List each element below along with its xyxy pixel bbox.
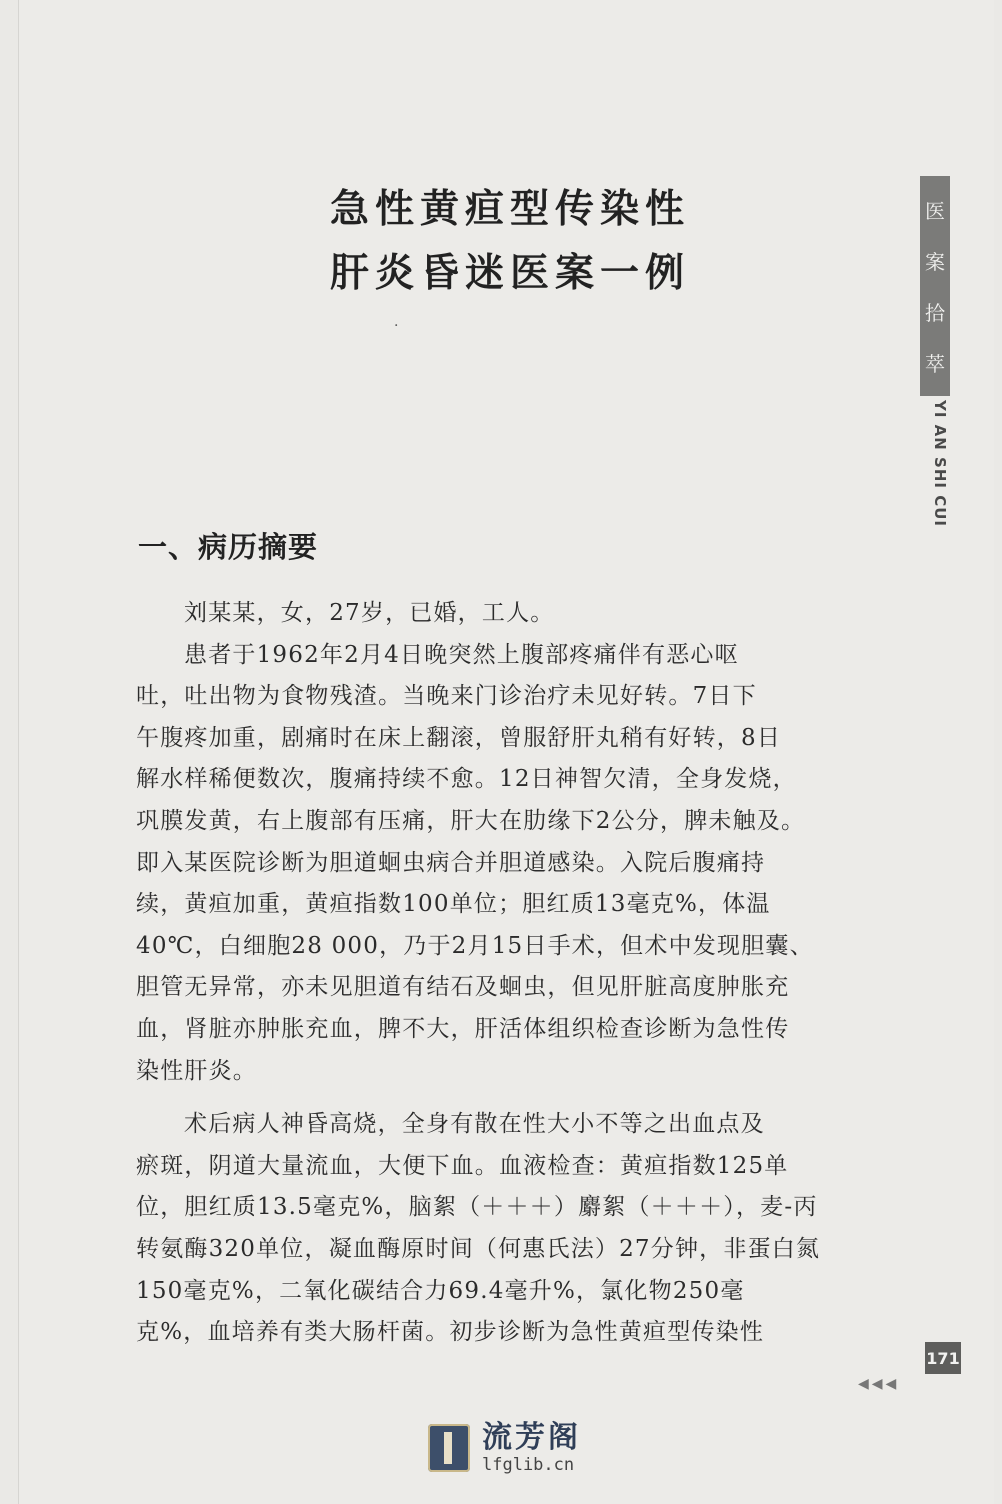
title-line-2: 肝炎昏迷医案一例 (329, 251, 690, 296)
paragraph-gap (136, 1092, 856, 1104)
page-number: 171 (925, 1342, 961, 1374)
body-line: 患者于1962年2月4日晚突然上腹部疼痛伴有恶心呕 (184, 641, 739, 668)
watermark-url: lfglib.cn (482, 1454, 575, 1475)
body-line: 午腹疼加重，剧痛时在床上翻滚，曾服舒肝丸稍有好转，8日 (136, 724, 782, 751)
stray-mark: · (394, 318, 399, 334)
body-line: 瘀斑，阴道大量流血，大便下血。血液检查：黄疸指数125单 (136, 1152, 789, 1179)
section-heading: 一、病历摘要 (138, 530, 319, 564)
body-line: 即入某医院诊断为胆道蛔虫病合并胆道感染。入院后腹痛持 (136, 849, 766, 876)
body-line: 续，黄疸加重，黄疸指数100单位；胆红质13毫克%，体温 (136, 891, 771, 918)
body-line: 刘某某，女，27岁，已婚，工人。 (184, 600, 555, 626)
chapter-tab-pinyin: YI AN SHI CUI (931, 400, 949, 527)
chapter-tab-char: 案 (925, 250, 945, 274)
body-line: 转氨酶320单位，凝血酶原时间（何惠氏法）27分钟，非蛋白氮 (136, 1235, 821, 1262)
book-logo-icon (428, 1424, 470, 1472)
body-line: 克%，血培养有类大肠杆菌。初步诊断为急性黄疸型传染性 (136, 1319, 765, 1346)
page-arrows-icon: ◀◀◀ (858, 1376, 900, 1392)
body-line: 解水样稀便数次，腹痛持续不愈。12日神智欠清，全身发烧， (136, 766, 797, 793)
body-line: 胆管无异常，亦未见胆道有结石及蛔虫，但见肝脏高度肿胀充 (136, 974, 790, 1001)
watermark-text (482, 1419, 581, 1475)
body-text (136, 593, 856, 1354)
chapter-tab-char: 医 (925, 199, 945, 223)
chapter-tab-char: 萃 (925, 352, 945, 376)
body-line: 术后病人神昏高烧，全身有散在性大小不等之出血点及 (184, 1111, 765, 1138)
body-line: 150毫克%，二氧化碳结合力69.4毫升%，氯化物250毫 (136, 1277, 745, 1304)
chapter-tab (920, 176, 950, 396)
title-line-1: 急性黄疸型传染性 (329, 187, 690, 232)
article-title (270, 178, 750, 306)
body-line: 40℃，白细胞28 000，乃于2月15日手术，但术中发现胆囊、 (136, 932, 814, 959)
body-line: 吐，吐出物为食物残渣。当晚来门诊治疗未见好转。7日下 (136, 683, 757, 710)
body-line: 血，肾脏亦肿胀充血，脾不大，肝活体组织检查诊断为急性传 (136, 1015, 790, 1042)
body-line: 位，胆红质13.5毫克%，脑絮（＋＋＋）麝絮（＋＋＋），麦-丙 (136, 1194, 818, 1221)
chapter-tab-char: 拾 (925, 301, 945, 325)
body-line: 巩膜发黄，右上腹部有压痛，肝大在肋缘下2公分，脾未触及。 (136, 807, 806, 834)
watermark-name: 流芳阁 (482, 1419, 581, 1455)
watermark (428, 1420, 581, 1476)
body-line: 染性肝炎。 (136, 1057, 257, 1084)
